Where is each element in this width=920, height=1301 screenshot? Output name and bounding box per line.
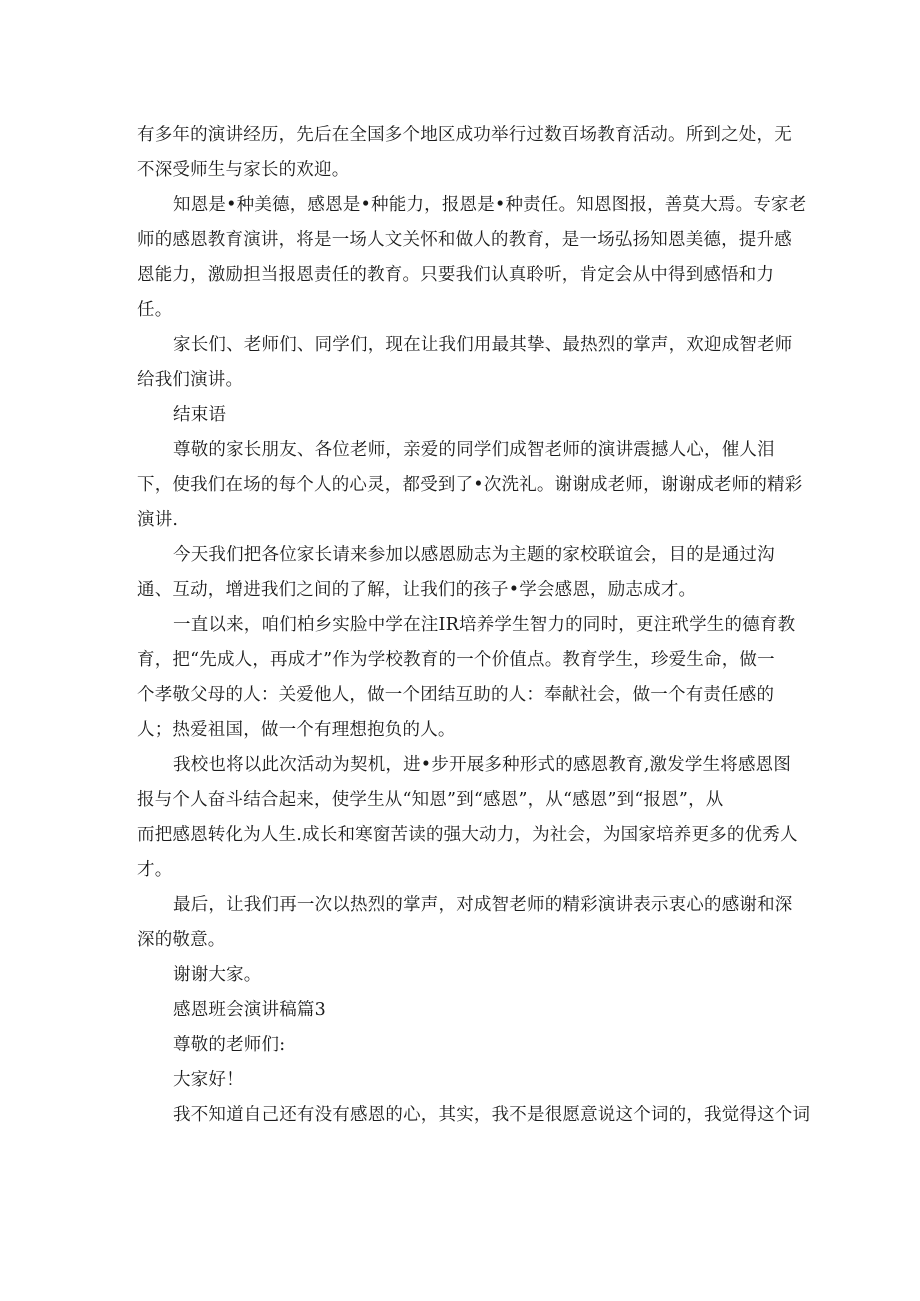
text-line: 我不知道自己还有没有感恩的心，其实，我不是很愿意说这个词的，我觉得这个词	[173, 1105, 811, 1125]
text-line: 而把感恩转化为人生.成长和寒窗苦读的强大动力，为社会，为国家培养更多的优秀人	[137, 825, 798, 845]
text-line: 报与个人奋斗结合起来，使学生从“知恩”到“感恩”，从“感恩”到“报恩”，从	[137, 790, 724, 810]
document-body	[137, 118, 811, 1133]
text-line: 给我们演讲。	[137, 370, 244, 390]
text-line: 下，使我们在场的每个人的心灵，都受到了•次洗礼。谢谢成老师，谢谢成老师的精彩	[137, 475, 803, 495]
text-line: 谢谢大家。	[173, 965, 262, 985]
text-line: 尊敬的老师们:	[173, 1035, 286, 1055]
paragraph-8	[137, 748, 798, 888]
text-line: 师的感恩教育演讲，将是一场人文关怀和做人的教育，是一场弘扬知恩美德，提升感	[137, 230, 792, 250]
text-line: 不深受师生与家长的欢迎。	[137, 160, 350, 180]
text-line: 最后，让我们再一次以热烈的掌声，对成智老师的精彩演讲表示衷心的感谢和深	[173, 895, 793, 915]
paragraph-thanks	[137, 958, 782, 993]
text-line: 有多年的演讲经历，先后在全国多个地区成功举行过数百场教育活动。所到之处，无	[137, 125, 792, 145]
salutation	[137, 1028, 782, 1063]
section-heading-part-3	[137, 993, 782, 1028]
paragraph-14	[137, 1098, 811, 1133]
text-line: 任。	[137, 300, 173, 320]
paragraph-1	[137, 118, 792, 188]
text-line: 感恩班会演讲稿篇3	[173, 1000, 326, 1020]
text-line: 一直以来，咱们柏乡实脸中学在注IR培养学生智力的同时，更注玳学生的德育教	[173, 615, 796, 635]
section-heading-closing	[137, 398, 782, 433]
text-line: 深的敬意。	[137, 930, 226, 950]
paragraph-7	[137, 608, 796, 748]
text-line: 结束语	[173, 405, 227, 425]
paragraph-3	[137, 328, 793, 398]
text-line: 大家好！	[173, 1070, 244, 1090]
text-line: 才。	[137, 860, 173, 880]
text-line: 尊敬的家长朋友、各位老师，亲爱的同学们成智老师的演讲震撼人心，催人泪	[173, 440, 775, 460]
text-line: 人；热爱祖国，做一个有理想抱负的人。	[137, 720, 456, 740]
text-line: 家长们、老师们、同学们，现在让我们用最其挚、最热烈的掌声，欢迎成智老师	[173, 335, 793, 355]
text-line: 演讲.	[137, 510, 179, 530]
text-line: 我校也将以此次活动为契机，进•步开展多种形式的感恩教育,激发学生将感恩图	[173, 755, 792, 775]
text-line: 恩能力，激励担当报恩责任的教育。只要我们认真聆听，肯定会从中得到感悟和力	[137, 265, 775, 285]
text-line: 知恩是•种美德，感恩是•种能力，报恩是•种责任。知恩图报，善莫大焉。专家老	[173, 195, 807, 215]
paragraph-5	[137, 433, 803, 538]
text-line: 通、互动，增进我们之间的了解，让我们的孩子•学会感恩，励志成才。	[137, 580, 697, 600]
text-line: 个孝敬父母的人：关爱他人，做一个团结互助的人：奉献社会，做一个有责任感的	[137, 685, 775, 705]
paragraph-9	[137, 888, 793, 958]
paragraph-2	[137, 188, 807, 328]
text-line: 育，把“先成人，再成才”作为学校教育的一个价值点。教育学生，珍爱生命，做一	[137, 650, 775, 670]
text-line: 今天我们把各位家长请来参加以感恩励志为主题的家校联谊会，目的是通过沟	[173, 545, 775, 565]
greeting	[137, 1063, 782, 1098]
paragraph-6	[137, 538, 782, 608]
